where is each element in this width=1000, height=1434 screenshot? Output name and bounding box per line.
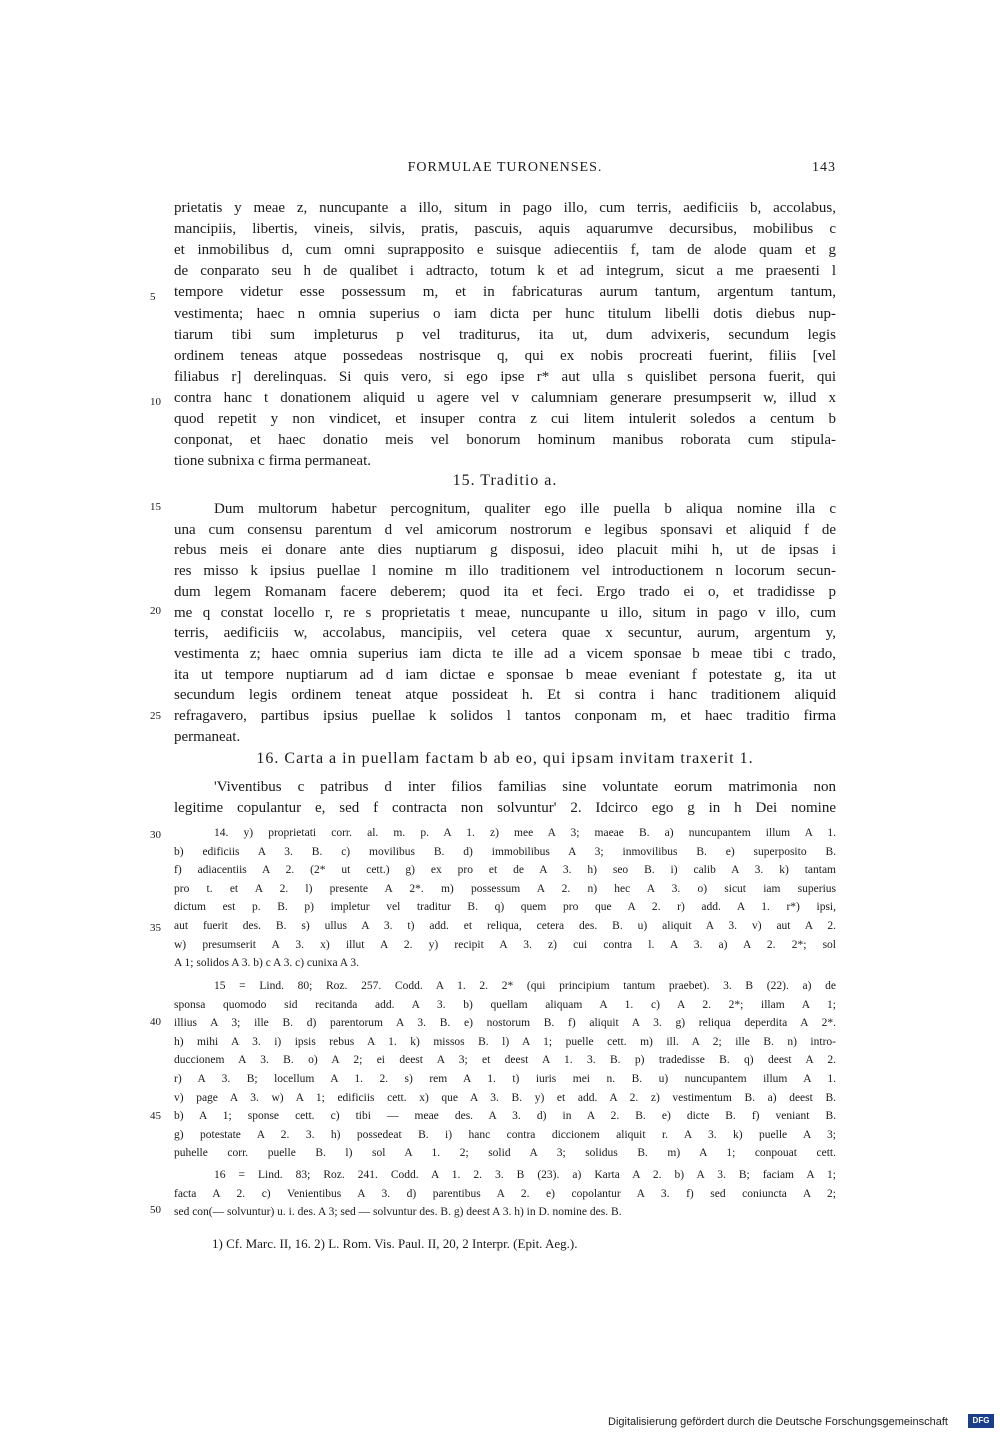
text-line: aut fuerit des. B. s) ullus A 3. t) add. et reliqua, cetera des. B. u) aliquit A 3. v) aut A 2. — [174, 920, 836, 932]
text-line: duccionem A 3. B. o) A 2; ei deest A 3; et deest A 1. 3. B. p) tradedisse B. q) deest A 2. — [174, 1054, 836, 1067]
text-line: secundum legis ordinem teneat atque possideat h. Et si contra i hanc traditionem aliquid — [174, 687, 836, 704]
line-number: 25 — [150, 710, 161, 722]
text-line: 'Viventibus c patribus d inter filios familias sine voluntate eorum matrimonia non — [214, 779, 836, 795]
text-line: et inmobilibus d, cum omni suprapposito e suisque adiecentiis f, tam de alode quam et g — [174, 242, 836, 259]
dfg-logo: DFG — [968, 1414, 994, 1428]
text-line: r) A 3. B; locellum A 1. 2. s) rem A 1. t) iuris mei n. B. u) nuncupantem illum A 1. — [174, 1073, 836, 1085]
text-line: legitime copulantur e, sed f contracta non solvuntur' 2. Idcirco ego g in h Dei nomine — [174, 800, 836, 816]
text-line: f) adiacentiis A 2. (2* ut cett.) g) ex pro et de A 3. h) seo B. i) calib A 3. k) tantam — [174, 864, 836, 877]
page-number: 143 — [812, 160, 836, 175]
section-heading-15: 15. Traditio a. — [452, 472, 558, 489]
line-number: 50 — [150, 1204, 161, 1216]
text-line: h) mihi A 3. i) ipsis rebus A 1. k) missos B. l) A 1; puelle cett. m) ill. A 2; ille B. n) intro- — [174, 1035, 836, 1048]
line-number: 45 — [150, 1110, 161, 1122]
text-line: ordinem teneas atque possedeas nostrisque q, qui ex nobis procreati fuerint, filiis [vel — [174, 347, 836, 364]
text-line: vestimenta z; haec omnia superius iam dicta te ille ad a vicem sponsae b meae tibi c trado, — [174, 645, 836, 662]
text-line: conponat, et haec donatio meis vel bonorum hominum manibus roborata cum stipula- — [174, 432, 836, 449]
digitization-credit: Digitalisierung gefördert durch die Deutsche Forschungsgemeinschaft — [608, 1416, 948, 1428]
running-title: FORMULAE TURONENSES. — [407, 160, 603, 175]
text-line: filiabus r] derelinquas. Si quis vero, si ego ipse r* aut ulla s quislibet persona fuerit, qui — [174, 368, 836, 385]
text-line: facta A 2. c) Venientibus A 3. d) parentibus A 2. e) copolantur A 3. f) sed coniuncta A 2; — [174, 1187, 836, 1200]
text-line: de conparato seu h de qualibet i adtracto, totum k et ad integrum, sicut a me praesenti l — [174, 263, 836, 280]
text-line: b) edificiis A 3. B. c) movilibus B. d) immobilibus A 3; inmovilibus B. e) superposito B. — [174, 845, 836, 858]
text-line: tione subnixa c firma permaneat. — [174, 453, 372, 470]
text-line: tempore videtur esse possessum m, et in fabricaturas aurum tantum, argentum tantum, — [174, 284, 836, 301]
text-line: tiarum tibi sum impleturus p vel traditurus, ita ut, dum advixeris, secundum legis — [174, 326, 836, 343]
text-line: w) presumserit A 3. x) illut A 2. y) recipit A 3. z) cui contra l. A 3. a) A 2. 2*; sol — [174, 938, 836, 951]
footnote: 1) Cf. Marc. II, 16. 2) L. Rom. Vis. Paul. II, 20, 2 Interpr. (Epit. Aeg.). — [212, 1236, 578, 1251]
text-line: prietatis y meae z, nuncupante a illo, situm in pago illo, cum terris, aedificiis b, accolabus, — [174, 200, 836, 216]
text-line: Dum multorum habetur percognitum, qualiter ego ille puella b aliqua nomine illa c — [214, 501, 836, 517]
text-line: mancipiis, libertis, vineis, silvis, pratis, pascuis, aquis aquarumve decursibus, mobilibus c — [174, 221, 836, 238]
text-line: ita ut tempore nuptiarum ad d iam dictae e sponsae b meae eveniant f potestate g, ita ut — [174, 666, 836, 683]
text-line: A 1; solidos A 3. b) c A 3. c) cunixa A 3. — [174, 957, 359, 970]
text-line: refragavero, partibus ipsius puellae k solidos l tantos conponam m, et haec traditio firma — [174, 708, 836, 724]
text-line: contra hanc t donationem aliquid u agere vel v calumniam generare presumpserit w, illud x — [174, 389, 836, 406]
text-line: sponsa quomodo sid recitanda add. A 3. b) quellam aliquam A 1. c) A 2. 2*; illam A 1; — [174, 998, 836, 1011]
line-number: 10 — [150, 396, 161, 408]
text-line: rebus meis ei donare ante dies nuptiarum g disposui, ideo placuit mihi h, ut de ipsas i — [174, 542, 836, 559]
section-heading-16: 16. Carta a in puellam factam b ab eo, qui ipsam invitam traxerit 1. — [256, 750, 754, 767]
text-line: puhelle corr. puelle B. l) sol A 1. 2; solid A 3; solidus B. m) A 1; conpouat cett. — [174, 1147, 836, 1160]
text-line: permaneat. — [174, 728, 241, 745]
text-line: 16 = Lind. 83; Roz. 241. Codd. A 1. 2. 3. B (23). a) Karta A 2. b) A 3. B; faciam A 1; — [214, 1169, 836, 1181]
text-line: pro t. et A 2. l) presente A 2*. m) possessum A 2. n) hec A 3. o) sicut iam superius — [174, 882, 836, 895]
text-line: vestimenta; haec n omnia superius o iam dicta per hunc titulum libelli dotis diebus nup- — [174, 305, 836, 322]
line-number: 35 — [150, 922, 161, 934]
text-line: me q constat locello r, re s proprietatis t meae, nuncupante u illo, situm in pago v illo, cum — [174, 604, 836, 621]
text-line: g) potestate A 2. 3. h) possedeat B. i) hanc contra diccionem aliquit r. A 3. k) puelle A 3; — [174, 1128, 836, 1141]
text-line: 15 = Lind. 80; Roz. 257. Codd. A 1. 2. 2* (qui principium tantum praebet). 3. B (22). a) de — [214, 980, 836, 992]
line-number: 5 — [150, 291, 156, 303]
line-number: 20 — [150, 605, 161, 617]
text-line: b) A 1; sponse cett. c) tibi — meae des. A 3. d) in A 2. B. e) dicte B. f) veniant B. — [174, 1110, 836, 1123]
text-line: illius A 3; ille B. d) parentorum A 3. B. e) nostorum B. f) aliquit A 3. g) reliqua deperdita A 2*. — [174, 1017, 836, 1030]
text-line: 14. y) proprietati corr. al. m. p. A 1. z) mee A 3; maeae B. a) nuncupantem illum A 1. — [214, 827, 836, 839]
text-line: res misso k ipsius puellae l nomine m illo traditionem vel introductionem n locorum secun- — [174, 563, 836, 580]
text-line: sed con(— solvuntur) u. i. des. A 3; sed — solvuntur des. B. g) deest A 3. h) in D. nomine des. B. — [174, 1206, 622, 1219]
text-line: terris, aedificiis w, accolabus, mancipiis, vel cetera quae x secuntur, aurum, argentum y, — [174, 625, 836, 642]
text-line: una cum consensu parentum d vel amicorum nostrorum e legibus sponsavi et aliquid f de — [174, 521, 836, 538]
line-number: 40 — [150, 1016, 161, 1028]
text-line: dum legem Romanam facere deberem; quod ita et feci. Ergo trado ei o, et tradidisse p — [174, 583, 836, 600]
line-number: 30 — [150, 829, 161, 841]
line-number: 15 — [150, 501, 161, 513]
text-line: dictum est p. B. p) impletur vel traditur B. q) quem pro que A 2. r) add. A 1. r*) ipsi, — [174, 901, 836, 914]
text-line: v) page A 3. w) A 1; edificiis cett. x) que A 3. B. y) et add. A 2. z) vestimentum B. a) deest B. — [174, 1091, 836, 1104]
text-line: quod repetit y non vindicet, et insuper contra z cui litem intulerit soledos a centum b — [174, 411, 836, 427]
